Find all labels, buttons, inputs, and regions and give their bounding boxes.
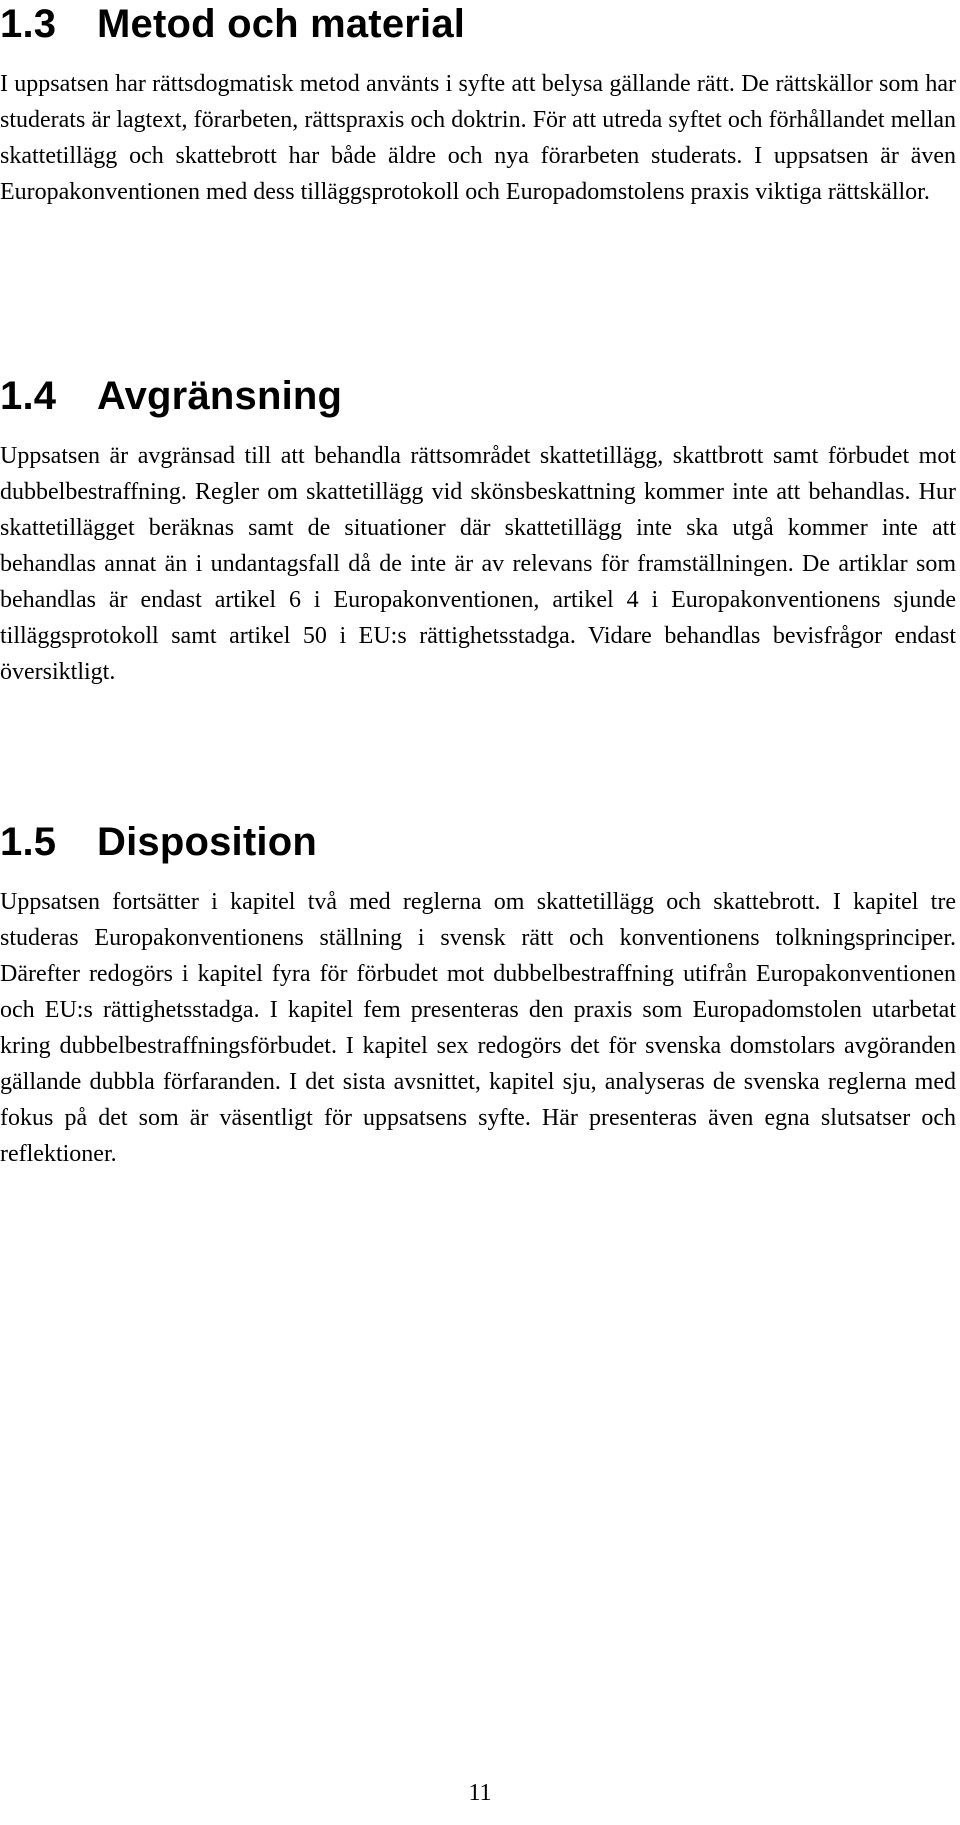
section-number: 1.4 [0,374,57,418]
section-body: Uppsatsen fortsätter i kapitel två med reglerna om skattetillägg och skattebrott. I kapitel tre studeras Europakonventionens ställning i svensk rätt och konventionens tolkningsprinciper. Därefter redogörs i kapitel fyra för förbudet mot dubbelbestraffning utifrån Europakonventionen och EU:s rättighetsstadga. I kapitel fem presenteras den praxis som Europadomstolen utarbetat kring dubbelbestraffningsförbudet. I kapitel sex redogörs det för svenska domstolars avgöranden gällande dubbla förfaranden. I det sista avsnittet, kapitel sju, analyseras de svenska reglerna med fokus på det som är väsentligt för uppsatsens syfte. Här presenteras även egna slutsatser och reflektioner. [0,889,956,1167]
section-title: Metod och material [97,2,466,46]
section-title: Disposition [97,820,317,864]
section-heading [0,818,958,866]
section-number: 1.5 [0,820,57,864]
section-title: Avgränsning [97,374,343,418]
section-number: 1.3 [0,2,57,46]
section-heading [0,372,958,420]
section-disposition [0,818,958,1172]
section-body: I uppsatsen har rättsdogmatisk metod använts i syfte att belysa gällande rätt. De rättskällor som har studerats är lagtext, förarbeten, rättspraxis och doktrin. För att utreda syftet och förhållandet mellan skattetillägg och skattebrott har både äldre och nya förarbeten studerats. I uppsatsen är även Europakonventionen med dess tilläggsprotokoll och Europadomstolens praxis viktiga rättskällor. [0,71,956,205]
section-metod-och-material [0,0,958,210]
section-avgransning [0,372,958,690]
section-body: Uppsatsen är avgränsad till att behandla rättsområdet skattetillägg, skattbrott samt förbudet mot dubbelbestraffning. Regler om skattetillägg vid skönsbeskattning kommer inte att behandlas. Hur skattetillägget beräknas samt de situationer där skattetillägg inte ska utgå kommer inte att behandlas annat än i undantagsfall då de inte är av relevans för framställningen. De artiklar som behandlas är endast artikel 6 i Europakonventionen, artikel 4 i Europakonventionens sjunde tilläggsprotokoll samt artikel 50 i EU:s rättighetsstadga. Vidare behandlas bevisfrågor endast översiktligt. [0,443,956,685]
page-number: 11 [468,1780,492,1806]
section-heading [0,0,958,48]
